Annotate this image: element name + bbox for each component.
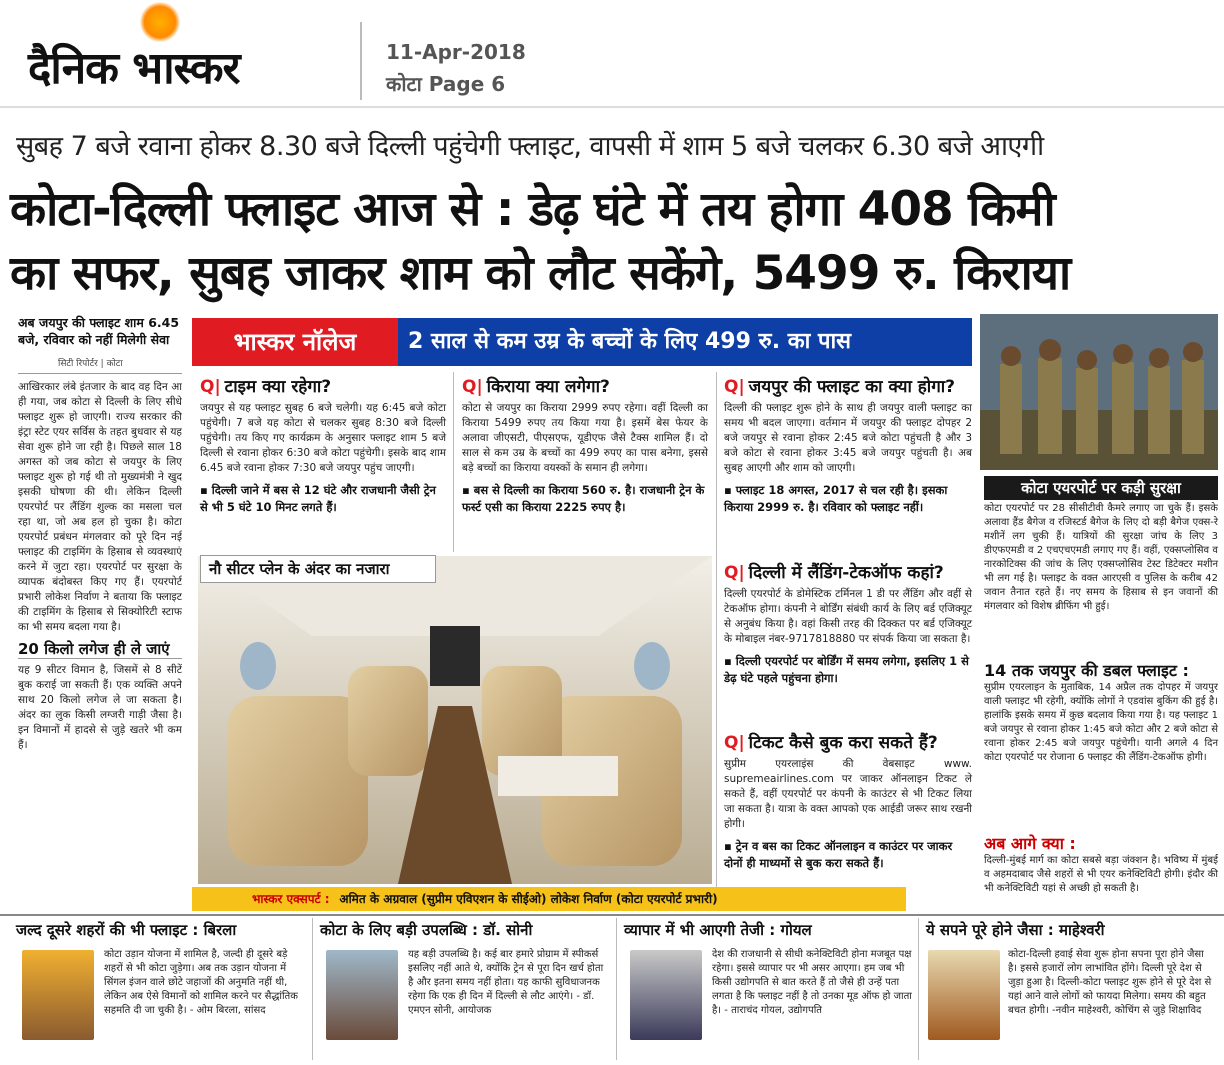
security-body: कोटा एयरपोर्ट पर 28 सीसीटीवी कैमरे लगाए जा चुके हैं। इसके अलावा हैंड बैगेज व रजिस्टर्ड बैगेज के लिए दो बड़ी बैगेज एक्स-रे मशीनें लग चुकी हैं। यात्रियों की सुरक्षा जांच के लिए 3 डीएफएमडी व 2 एचएचएमडी लगाए गए हैं। वहीं, एक्सप्लोसिव व नारकोटिक्स की जांच के लिए एक्सप्लोसिव टेस्ट डिटेक्टर मशीन भी लग गई है। फ्लाइट के वक्त आरएसी व पुलिस के करीब 42 जवान तैनात रहते हैं। नए समय के हिसाब से इन जवानों की मंगलवार को विशेष ब्रीफिंग भी हुई। (984, 503, 1218, 612)
bottom-separator (0, 914, 1224, 916)
qa-bullet: ▪ दिल्ली एयरपोर्ट पर बोर्डिंग में समय लगेगा, इसलिए 1 से डेढ़ घंटे पहले पहुंचना होगा। (724, 654, 969, 685)
person-photo (928, 950, 1000, 1040)
jaipur-double-block (984, 660, 1218, 765)
quote-block (16, 920, 306, 1060)
kicker-headline: सुबह 7 बजे रवाना होकर 8.30 बजे दिल्ली पहुंचेगी फ्लाइट, वापसी में शाम 5 बजे चलकर 6.30 बजे आएगी (16, 131, 1044, 162)
plane-photo-caption: नौ सीटर प्लेन के अंदर का नजारा (200, 555, 436, 583)
headline-line-1: कोटा-दिल्ली फ्लाइट आज से : डेढ़ घंटे में तय होगा 408 किमी (10, 182, 1055, 237)
qa-question: Q| जयपुर की फ्लाइट का क्या होगा? (724, 377, 956, 397)
qa-answer: सुप्रीम एयरलाइंस की वेबसाइट www. supremeairlines.com पर जाकर ऑनलाइन टिकट ले सकते हैं, वहीं एयरपोर्ट पर कंपनी के काउंटर से भी टिकट लिया जा सकता है। यात्रा के वक्त आपको एक आईडी जरूर साथ रखनी होगी। (724, 758, 972, 830)
qa-block-jaipur (724, 374, 972, 516)
qa-block-landing (724, 560, 972, 687)
quote-text: यह बड़ी उपलब्धि है। कई बार हमारे प्रोग्राम में स्पीकर्स इसलिए नहीं आते थे, क्योंकि ट्रेन से पूरा दिन खर्च होता है और इतना समय नहीं होता। यह काफी सुविधाजनक रहेगा कि एक ही दिन में दिल्ली से लौट आएंगे। - डॉ. एमएन सोनी, आयोजक (408, 949, 604, 1016)
quote-text: देश की राजधानी से सीधी कनेक्टिविटी होना मजबूत पक्ष रहेगा। इससे व्यापार पर भी असर आएगा। हम जब भी किसी उद्योगपति से बात करते हैं तो जैसे ही उन्हें पता लगता है कि फ्लाइट नहीं है तो उनका मूड ऑफ हो जाता है। - ताराचंद गोयल, उद्योगपति (712, 949, 912, 1016)
security-headline: कोटा एयरपोर्ट पर कड़ी सुरक्षा (984, 476, 1218, 500)
luggage-subhead: 20 किलो लगेज ही ले जाएं (18, 641, 182, 659)
quote-text: कोटा-दिल्ली हवाई सेवा शुरू होना सपना पूरा होने जैसा है। इससे हजारों लोग लाभांवित होंगे। दिल्ली पूरे देश से जुड़ा हुआ है। दिल्ली-कोटा फ्लाइट शुरू होने से पूरे देश से यहां आने वाले लोगों को फायदा मिलेगा। समय की बहुत बचत होगी। -नवीन माहेश्वरी, कोचिंग से जुड़े शिक्षाविद (1008, 949, 1212, 1016)
column-divider (918, 918, 919, 1060)
quote-headline: कोटा के लिए बड़ी उपलब्धि : डॉ. सोनी (320, 921, 533, 939)
security-photo-illustration (980, 314, 1218, 470)
jaipur-double-body: सुप्रीम एयरलाइन के मुताबिक, 14 अप्रैल तक दोपहर में जयपुर वाली फ्लाइट भी रहेगी, क्योंकि लोगों ने एडवांस बुकिंग की हुई है। हालांकि इसके समय में कुछ बदलाव किया गया है। यह फ्लाइट 1 बजे जयपुर से रवाना होकर 1:45 बजे कोटा और 2 बजे कोटा से रवाना होकर 2:45 बजे जयपुर पहुंचेगी। यानी अगले 4 दिन कोटा एयरपोर्ट पर रोजाना 6 फ्लाइट की लैंडिंग-टेकऑफ होगी। (984, 682, 1218, 763)
security-personnel-photo (980, 314, 1218, 470)
edition-page: कोटा Page 6 (386, 72, 506, 96)
question-icon: Q| (724, 733, 745, 753)
plane-interior-photo (198, 556, 712, 884)
question-icon: Q| (724, 563, 745, 583)
quote-headline: ये सपने पूरे होने जैसा : माहेश्वरी (926, 921, 1105, 939)
qa-answer: कोटा से जयपुर का किराया 2999 रुपए रहेगा। वहीं दिल्ली का किराया 5499 रुपए तय किया गया है। इसमें बेस फेयर के अलावा जीएसटी, पीएसएफ, यूडीएफ जैसे टैक्स शामिल हैं। दो साल से कम उम्र के बच्चों का 499 रुपए का पास बनेगा, इससे बड़े बच्चों का किराया वयस्कों के समान ही लगेगा। (462, 402, 708, 474)
column-divider (312, 918, 313, 1060)
expert-names: अमित के अग्रवाल (सुप्रीम एविएशन के सीईओ) लोकेश निर्वाण (कोटा एयरपोर्ट प्रभारी) (339, 892, 718, 906)
question-icon: Q| (200, 377, 221, 397)
lead-summary: अब जयपुर की फ्लाइट शाम 6.45 बजे, रविवार को नहीं मिलेगी सेवा (18, 315, 180, 347)
masthead-rule (0, 106, 1224, 108)
person-photo (630, 950, 702, 1040)
main-headline (10, 178, 1220, 306)
whats-next-block (984, 834, 1218, 896)
qa-block-timing (200, 374, 446, 516)
question-icon: Q| (462, 377, 483, 397)
qa-question: Q| टाइम क्या रहेगा? (200, 377, 332, 397)
quote-block (926, 920, 1218, 1060)
quote-text: कोटा उड़ान योजना में शामिल है, जल्दी ही दूसरे बड़े शहरों से भी कोटा जुड़ेगा। अब तक उड़ान योजना में सिंगल इंजन वाले छोटे जहाजों की अनुमति नहीं थी, लेकिन अब ऐसे विमानों को शामिल करने पर सैद्धांतिक सहमति दी जा चुकी है। - ओम बिरला, सांसद (104, 949, 298, 1016)
knowledge-banner-text: 2 साल से कम उम्र के बच्चों के लिए 499 रु. का पास (408, 329, 852, 354)
column-divider (453, 372, 454, 552)
plane-interior-illustration (198, 556, 712, 884)
qa-block-fare (462, 374, 708, 516)
story-body: आखिरकार लंबे इंतजार के बाद वह दिन आ ही गया, जब कोटा से दिल्ली के लिए सीधे फ्लाइट शुरू हो जाएगी। राज्य सरकार की इंट्रा स्टेट एयर सर्विस के तहत बुधवार से यह सेवा शुरू होने जा रही है। पिछले साल 18 अगस्त को जब कोटा से जयपुर के लिए फ्लाइट शुरू हो गई थी तो मुख्यमंत्री ने खुद इसकी घोषणा की थी। लेकिन दिल्ली एयरपोर्ट पर लैंडिंग शुल्क का मसला चल रहा था, जो अब हल हो चुका है। कोटा एयरपोर्ट प्रबंधन मंगलवार को पूरे दिन नई फ्लाइट की टाइमिंग के हिसाब से व्यवस्थाएं करने में जुटा रहा। एयरपोर्ट पर सुरक्षा के व्यापक बंदोबस्त किए गए हैं। एयरपोर्ट प्रभारी लोकेश निर्वाण ने बताया कि फ्लाइट की टाइमिंग के हिसाब से सिक्योरिटी स्टाफ का भी समय बदला गया है। (18, 381, 182, 633)
byline: सिटी रिपोर्टर | कोटा (58, 359, 123, 369)
qa-block-booking (724, 730, 972, 872)
knowledge-tag: भास्कर नॉलेज (192, 318, 398, 366)
expert-label: भास्कर एक्सपर्ट : (252, 892, 330, 906)
whats-next-body: दिल्ली-मुंबई मार्ग का कोटा सबसे बड़ा जंक्शन है। भविष्य में मुंबई व अहमदाबाद जैसे शहरों से भी एयर कनेक्टिविटी होगी। इंदौर की भी कनेक्टिविटी यहां से अच्छी हो सकती है। (984, 855, 1218, 894)
quote-headline: जल्द दूसरे शहरों की भी फ्लाइट : बिरला (16, 921, 237, 939)
qa-question: Q| दिल्ली में लैंडिंग-टेकऑफ कहां? (724, 563, 944, 583)
headline-line-2: का सफर, सुबह जाकर शाम को लौट सकेंगे, 5499 रु. किराया (10, 246, 1071, 301)
person-photo (22, 950, 94, 1040)
quote-block (624, 920, 914, 1060)
qa-bullet: ▪ ट्रेन व बस का टिकट ऑनलाइन व काउंटर पर जाकर दोनों ही माध्यमों से बुक करा सकते हैं। (724, 839, 953, 870)
edition-date: 11-Apr-2018 (386, 40, 526, 64)
qa-bullet: ▪ फ्लाइट 18 अगस्त, 2017 से चल रही है। इसका किराया 2999 रु. है। रविवार को फ्लाइट नहीं। (724, 483, 948, 514)
qa-answer: जयपुर से यह फ्लाइट सुबह 6 बजे चलेगी। यह 6:45 बजे कोटा पहुंचेगी। 7 बजे यह कोटा से चलकर सुबह 8:30 बजे दिल्ली पहुंचेगी। तय किए गए कार्यक्रम के अनुसार फ्लाइट शाम 5 बजे दिल्ली से रवाना होकर 6:30 बजे कोटा पहुंचेगी। इसके बाद शाम 6.45 बजे रवाना होकर 7:30 बजे जयपुर पहुंच जाएगी। (200, 402, 446, 474)
qa-question: Q| किराया क्या लगेगा? (462, 377, 610, 397)
quote-block (320, 920, 610, 1060)
qa-bullet: ▪ दिल्ली जाने में बस से 12 घंटे और राजधानी जैसी ट्रेन से भी 5 घंटे 10 मिनट लगते हैं। (200, 483, 436, 514)
qa-bullet: ▪ बस से दिल्ली का किराया 560 रु. है। राजधानी ट्रेन के फर्स्ट एसी का किराया 2225 रुपए है। (462, 483, 705, 514)
jaipur-double-head: 14 तक जयपुर की डबल फ्लाइट : (984, 661, 1189, 680)
expert-strip (192, 887, 906, 911)
left-column (18, 314, 182, 909)
person-photo (326, 950, 398, 1040)
quote-headline: व्यापार में भी आएगी तेजी : गोयल (624, 921, 812, 939)
column-divider (716, 372, 717, 887)
qa-question: Q| टिकट कैसे बुक करा सकते हैं? (724, 733, 938, 753)
luggage-body: यह 9 सीटर विमान है, जिसमें से 8 सीटें बुक कराई जा सकती हैं। एक व्यक्ति अपने साथ 20 किलो लगेज ले जा सकता है। अंदर का लुक किसी लग्जरी गाड़ी जैसा है। इन विमानों में हादसे से जुड़े खतरे भी कम हैं। (18, 664, 182, 751)
newspaper-logo: दैनिक भास्कर (28, 43, 240, 94)
qa-answer: दिल्ली की फ्लाइट शुरू होने के साथ ही जयपुर वाली फ्लाइट का समय भी बदल जाएगा। वर्तमान में जयपुर की फ्लाइट दोपहर 2 बजे जयपुर से रवाना होकर 2:45 बजे कोटा पहुंचती है और 3 बजे कोटा से रवाना होकर 3:45 बजे जयपुर पहुंचती है। अब सुबह आएगी और शाम को जाएगी। (724, 402, 972, 474)
question-icon: Q| (724, 377, 745, 397)
column-divider (616, 918, 617, 1060)
qa-answer: दिल्ली एयरपोर्ट के डोमेस्टिक टर्मिनल 1 डी पर लैंडिंग और वहीं से टेकऑफ होगा। कंपनी ने बोर्डिंग संबंधी कार्य के लिए बर्ड एजिक्यूट से अनुबंध किया है। वहां किसी तरह की दिक्कत पर बर्ड एजिक्यूट के मोबाइल नंबर-9717818880 पर संपर्क किया जा सकता है। (724, 588, 972, 645)
whats-next-head: अब आगे क्या : (984, 834, 1076, 853)
masthead-divider (360, 22, 362, 100)
